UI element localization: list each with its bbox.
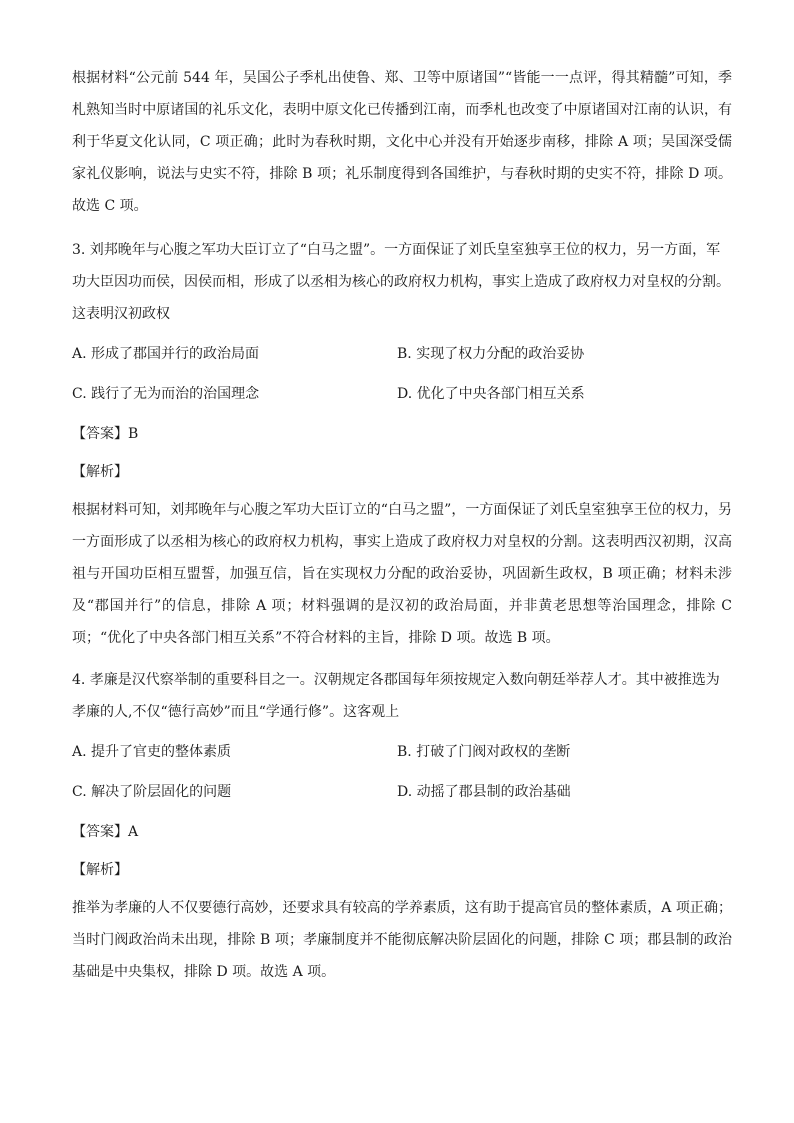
question-3-stem: 3. 刘邦晚年与心腹之军功大臣订立了“白马之盟”。一方面保证了刘氏皇室独享王位的权力，另一方面，军功大臣因功而侯，因侯而相，形成了以丞相为核心的政府权力机构，事实上造成了政府权力对皇权的分割。这表明汉初政权	[72, 242, 730, 322]
document-page	[72, 62, 732, 988]
question-4-option-b: B. 打破了门阀对政权的垄断	[397, 744, 571, 760]
question-4-option-c: C. 解决了阶层固化的问题	[72, 784, 232, 800]
question-3-analysis: 根据材料可知，刘邦晚年与心腹之军功大臣订立的“白马之盟”，一方面保证了刘氏皇室独享王位的权力，另一方面形成了以丞相为核心的政府权力机构，事实上造成了政府权力对皇权的分割。这表明西汉初期，汉高祖与开国功臣相互盟誓，加强互信，旨在实现权力分配的政治妥协，巩固新生政权，B 项正确；材料未涉及“郡国并行”的信息，排除 A 项；材料强调的是汉初的政治局面，并非黄老思想等治国理念，排除 C 项；“优化了中央各部门相互关系”不符合材料的主旨，排除 D 项。故选 B 项。	[72, 502, 732, 646]
question-3-option-c: C. 践行了无为而治的治国理念	[72, 386, 260, 402]
question-4-options-row-2	[72, 776, 732, 808]
question-4-stem: 4. 孝廉是汉代察举制的重要科目之一。汉朝规定各郡国每年须按规定入数向朝廷举荐人才。其中被推选为孝廉的人,不仅“德行高妙”而且“学通行修”。这客观上	[72, 672, 720, 720]
question-3-options-row-1	[72, 338, 732, 370]
question-4-option-a: A. 提升了官吏的整体素质	[72, 744, 232, 760]
spacer	[72, 654, 732, 664]
question-4-analysis-label: 【解析】	[72, 862, 128, 878]
question-4-answer: 【答案】A	[72, 824, 139, 840]
question-4-option-d: D. 动摇了郡县制的政治基础	[397, 784, 571, 800]
question-3-analysis-label: 【解析】	[72, 464, 128, 480]
question-3-option-a: A. 形成了郡国并行的政治局面	[72, 346, 260, 362]
spacer	[72, 222, 732, 234]
previous-question-analysis: 根据材料“公元前 544 年，吴国公子季札出使鲁、郑、卫等中原诸国”“皆能一一点评，得其精髓”可知，季札熟知当时中原诸国的礼乐文化，表明中原文化已传播到江南，而季札也改变了中原诸国对江南的认识，有利于华夏文化认同，C 项正确；此时为春秋时期，文化中心并没有开始逐步南移，排除 A 项；吴国深受儒家礼仪影响，说法与史实不符，排除 B 项；礼乐制度得到各国维护，与春秋时期的史实不符，排除 D 项。故选 C 项。	[72, 70, 732, 214]
question-3-answer: 【答案】B	[72, 426, 139, 442]
question-3-option-b: B. 实现了权力分配的政治妥协	[397, 346, 585, 362]
question-3-options-row-2	[72, 378, 732, 410]
question-4-options-row-1	[72, 736, 732, 768]
question-3-option-d: D. 优化了中央各部门相互关系	[397, 386, 585, 402]
question-4-analysis: 推举为孝廉的人不仅要德行高妙，还要求具有较高的学养素质，这有助于提高官员的整体素质，A 项正确；当时门阀政治尚未出现，排除 B 项；孝廉制度并不能彻底解决阶层固化的问题，排除 C 项；郡县制的政治基础是中央集权，排除 D 项。故选 A 项。	[72, 900, 732, 980]
